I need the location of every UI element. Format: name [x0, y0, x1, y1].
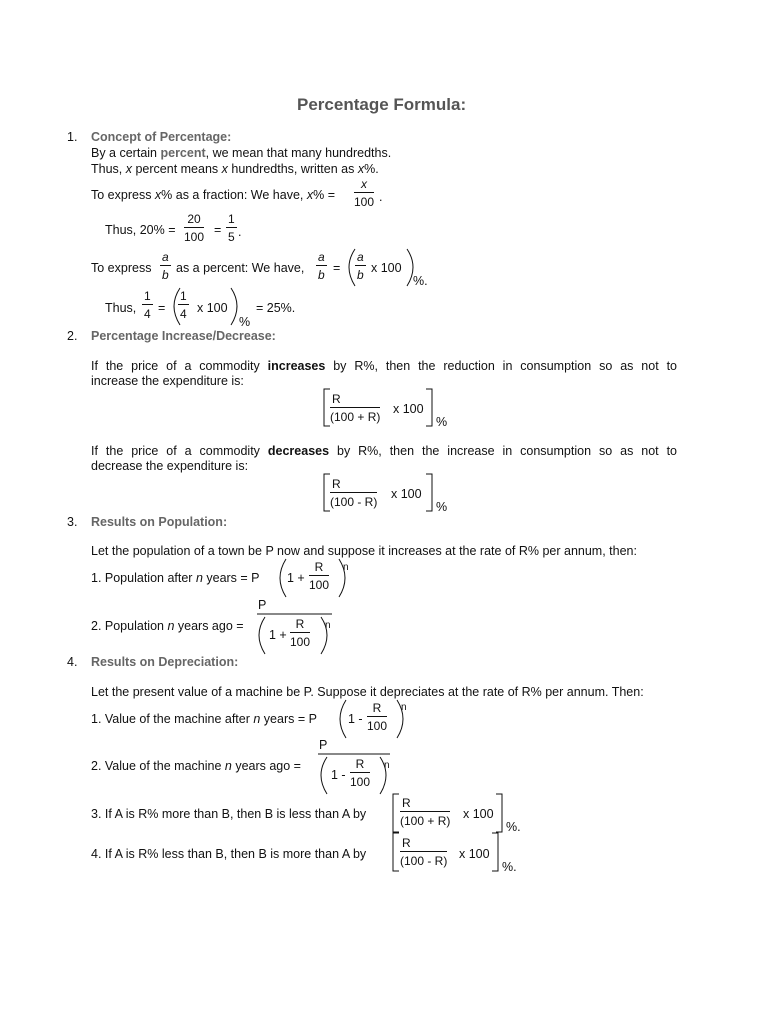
section-heading: Results on Depreciation:: [91, 655, 239, 669]
fraction: R (100 + R): [400, 796, 451, 828]
text-inline: 1 -: [331, 768, 346, 782]
text-line: Let the population of a town be P now and suppose it increases at the rate of R% per annum, then:: [91, 544, 637, 558]
left-paren: [349, 249, 355, 286]
text-line: To express x% as a fraction: We have, x% =: [91, 188, 335, 202]
right-bracket: [426, 474, 432, 511]
fraction: x 100: [354, 177, 375, 209]
left-bracket: [324, 389, 330, 426]
list-item: 3. If A is R% more than B, then B is less than A by: [91, 807, 367, 821]
right-bracket: [496, 794, 502, 832]
percent-sign: %: [436, 415, 448, 429]
text-line: Thus, x percent means x hundredths, written as x%.: [91, 162, 379, 176]
left-paren: [174, 288, 180, 325]
right-paren: [321, 617, 327, 654]
percent-sign: %: [436, 500, 448, 514]
times-100: x 100: [197, 301, 228, 315]
fraction: 1 4: [180, 289, 187, 321]
text-inline: 1 +: [287, 571, 305, 585]
fraction: 1 5: [228, 212, 235, 244]
right-paren: [231, 288, 237, 325]
list-item: 1. Value of the machine after n years = P: [91, 712, 317, 726]
fraction: a b: [357, 250, 364, 282]
times-100: x 100: [393, 402, 424, 416]
equals-sign: =: [158, 301, 166, 315]
numerator-P: P: [258, 598, 267, 612]
paragraph: If the price of a commodity increases by R%, then the reduction in consumption so as not to increase the expenditure is:: [91, 359, 677, 388]
paragraph: If the price of a commodity decreases by R%, then the increase in consumption so as not to decrease the expenditure is:: [91, 444, 678, 473]
text-punct: .: [379, 190, 383, 204]
result-text: = 25%.: [256, 301, 296, 315]
times-100: x 100: [391, 487, 422, 501]
percent-sign: %: [239, 315, 251, 329]
section-heading: Results on Population:: [91, 515, 228, 529]
section-number: 4.: [67, 655, 78, 669]
section-number: 2.: [67, 329, 78, 343]
fraction: R (100 + R): [330, 392, 381, 424]
text-line: as a percent: We have,: [176, 261, 305, 275]
left-bracket: [324, 474, 330, 511]
page-title: Percentage Formula:: [297, 95, 467, 114]
text-punct: .: [238, 225, 242, 239]
exponent: n: [384, 760, 390, 771]
right-bracket: [426, 389, 432, 426]
equals-sign: =: [214, 223, 222, 237]
equals-sign: =: [333, 261, 341, 275]
right-paren: [397, 700, 403, 738]
right-bracket: [492, 833, 498, 871]
right-paren: [380, 757, 386, 794]
numerator-P: P: [319, 738, 328, 752]
text-line: Thus, 20% =: [105, 223, 176, 237]
fraction: R 100: [309, 560, 330, 592]
exponent: n: [325, 620, 331, 631]
fraction: R (100 - R): [330, 477, 378, 509]
list-item: 4. If A is R% less than B, then B is more than A by: [91, 847, 367, 861]
section-number: 1.: [67, 130, 78, 144]
exponent: n: [401, 702, 407, 713]
list-item: 2. Value of the machine n years ago =: [91, 759, 301, 773]
list-item: 1. Population after n years = P: [91, 571, 260, 585]
fraction: 20 100: [184, 212, 205, 244]
fraction: a b: [162, 250, 169, 282]
list-item: 2. Population n years ago =: [91, 619, 244, 633]
right-paren: [407, 249, 413, 286]
left-paren: [259, 617, 265, 654]
percent-sign: %.: [413, 274, 428, 288]
text-inline: 1 -: [348, 712, 363, 726]
text-line: Let the present value of a machine be P. Suppose it depreciates at the rate of R% per annum. Then:: [91, 685, 644, 699]
section-heading: Percentage Increase/Decrease:: [91, 329, 276, 343]
left-bracket: [393, 794, 399, 832]
percent-sign: %.: [502, 860, 517, 874]
fraction: 1 4: [144, 289, 151, 321]
fraction: a b: [318, 250, 325, 282]
text-inline: 1 +: [269, 628, 287, 642]
text-line: By a certain percent, we mean that many hundredths.: [91, 146, 392, 160]
text-line: Thus,: [105, 301, 137, 315]
times-100: x 100: [371, 261, 402, 275]
fraction: R (100 - R): [400, 836, 448, 868]
section-heading: Concept of Percentage:: [91, 130, 232, 144]
fraction: R 100: [367, 701, 388, 733]
left-bracket: [393, 833, 399, 871]
left-paren: [321, 757, 327, 794]
left-paren: [280, 559, 286, 597]
section-number: 3.: [67, 515, 78, 529]
fraction: R 100: [290, 617, 311, 649]
left-paren: [340, 700, 346, 738]
text-line: To express: [91, 261, 152, 275]
times-100: x 100: [459, 847, 490, 861]
percent-sign: %.: [506, 820, 521, 834]
fraction: R 100: [350, 757, 371, 789]
right-paren: [339, 559, 345, 597]
times-100: x 100: [463, 807, 494, 821]
exponent: n: [343, 562, 349, 573]
